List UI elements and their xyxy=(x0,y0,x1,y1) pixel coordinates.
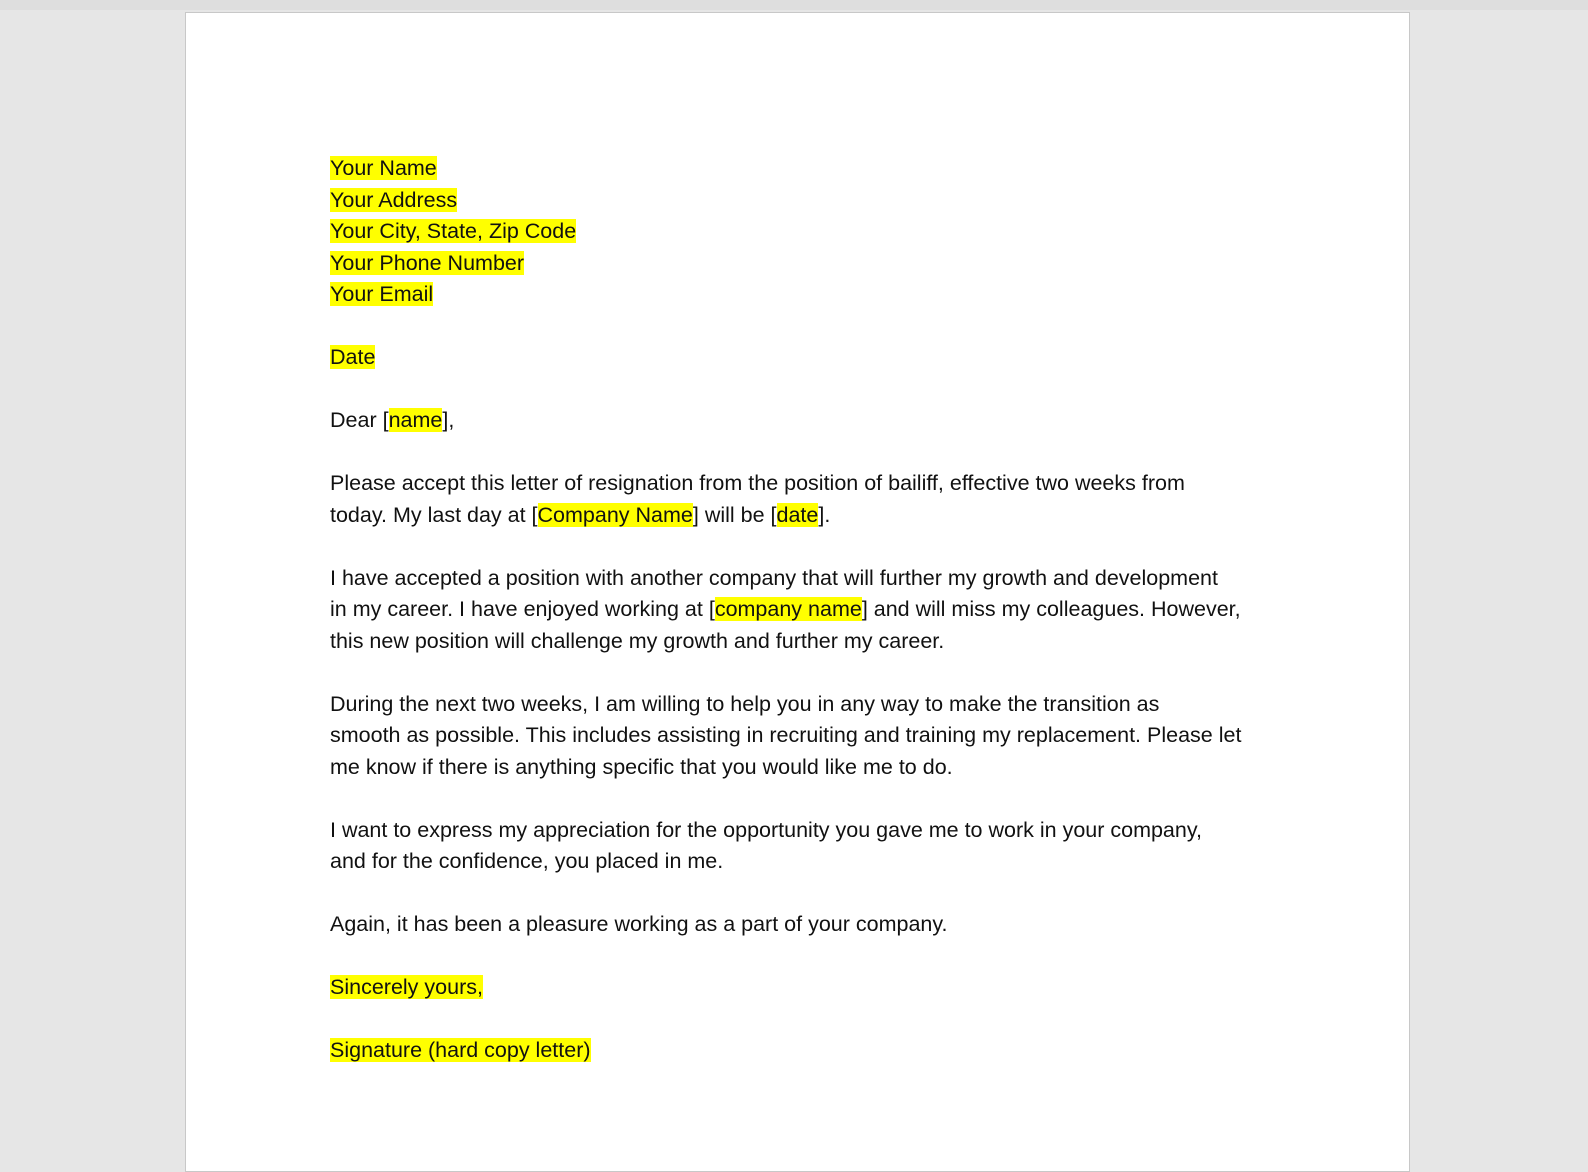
spacer xyxy=(330,374,1290,406)
signature-line xyxy=(330,1035,1290,1067)
sender-address: Your Address xyxy=(330,187,458,212)
paragraph-line xyxy=(330,594,1290,626)
paragraph-line: Again, it has been a pleasure working as a part of your company. xyxy=(330,912,948,936)
salutation-suffix: ], xyxy=(442,408,455,432)
text-run: ] will be [ xyxy=(692,502,777,527)
spacer xyxy=(330,437,1290,469)
spacer xyxy=(330,531,1290,563)
paragraph-line: and for the confidence, you placed in me. xyxy=(330,849,724,873)
spacer xyxy=(330,783,1290,815)
signature: Signature (hard copy letter) xyxy=(330,1038,591,1062)
closing-line xyxy=(330,972,1290,1004)
last-day-date-placeholder: date xyxy=(776,502,819,527)
paragraph-line: During the next two weeks, I am willing to help you in any way to make the transition as xyxy=(330,691,1160,716)
paragraph-pleasure xyxy=(330,909,1290,941)
date-line xyxy=(330,342,1290,374)
closing: Sincerely yours, xyxy=(330,975,483,999)
sender-name-line xyxy=(330,153,1290,185)
paragraph-appreciation xyxy=(330,815,1290,878)
window-top-strip xyxy=(0,0,1588,10)
paragraph-line: smooth as possible. This includes assisting in recruiting and training my replacement. Please let xyxy=(330,723,1242,747)
spacer xyxy=(330,1004,1290,1036)
paragraph-line: I have accepted a position with another company that will further my growth and development xyxy=(330,565,1218,590)
paragraph-line: I want to express my appreciation for the opportunity you gave me to work in your company, xyxy=(330,817,1202,842)
spacer xyxy=(330,311,1290,343)
salutation-prefix: Dear [ xyxy=(330,408,389,432)
salutation xyxy=(330,405,1290,437)
company-name-placeholder: company name xyxy=(714,597,862,621)
spacer xyxy=(330,878,1290,910)
sender-city-line xyxy=(330,216,1290,248)
text-run: ] and will miss my colleagues. However, xyxy=(861,597,1241,621)
text-run: in my career. I have enjoyed working at [ xyxy=(330,597,715,621)
paragraph-line: me know if there is anything specific that you would like me to do. xyxy=(330,754,953,779)
paragraph-line xyxy=(330,500,1290,532)
sender-email-line xyxy=(330,279,1290,311)
spacer xyxy=(330,941,1290,973)
paragraph-line: Please accept this letter of resignation from the position of bailiff, effective two weeks from xyxy=(330,471,1185,495)
sender-city-state-zip: Your City, State, Zip Code xyxy=(330,219,577,243)
text-run: ]. xyxy=(818,502,831,527)
sender-email: Your Email xyxy=(330,282,434,306)
paragraph-line: this new position will challenge my growth and further my career. xyxy=(330,628,945,653)
letter-date: Date xyxy=(330,345,376,369)
sender-phone: Your Phone Number xyxy=(330,250,525,275)
company-name-placeholder: Company Name xyxy=(537,502,693,527)
sender-phone-line xyxy=(330,248,1290,280)
recipient-name: name xyxy=(388,408,443,432)
paragraph-resignation xyxy=(330,468,1290,531)
paragraph-transition xyxy=(330,689,1290,784)
paragraph-new-position xyxy=(330,563,1290,658)
spacer xyxy=(330,657,1290,689)
sender-name: Your Name xyxy=(330,156,437,180)
letter-body xyxy=(330,153,1290,1067)
document-page[interactable] xyxy=(185,12,1410,1172)
text-run: today. My last day at [ xyxy=(330,502,538,527)
sender-address-line xyxy=(330,185,1290,217)
